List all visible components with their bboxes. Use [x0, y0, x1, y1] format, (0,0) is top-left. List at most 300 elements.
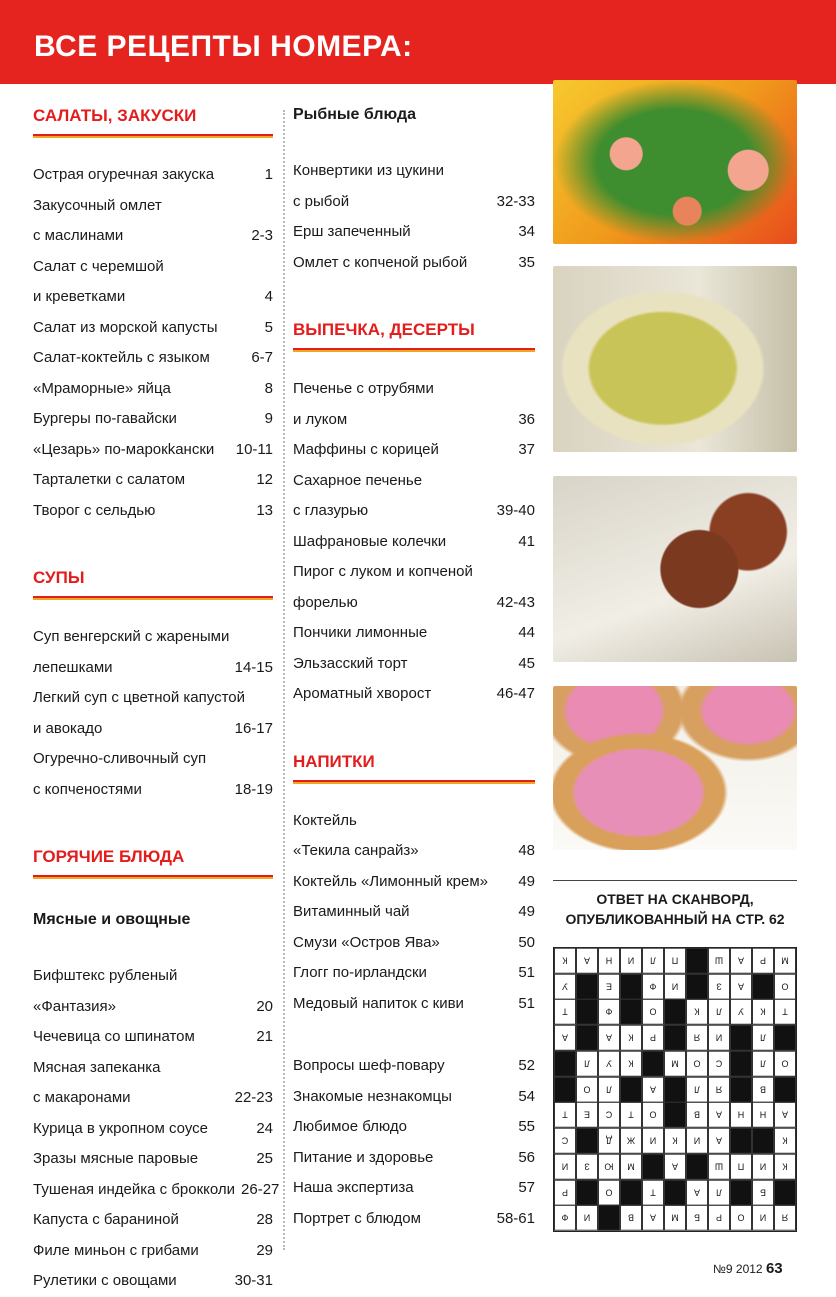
- recipe-entry: [33, 1053, 273, 1084]
- recipe-entry: [33, 313, 273, 344]
- grid-block-cell: [576, 1180, 598, 1206]
- recipe-name: Шафрановые колечки: [293, 532, 447, 550]
- grid-letter-cell: О: [598, 1180, 620, 1206]
- grid-letter-cell: Ю: [598, 1154, 620, 1180]
- recipe-name: Коктейль: [293, 811, 357, 829]
- grid-letter-cell: О: [686, 1051, 708, 1077]
- grid-block-cell: [664, 1077, 686, 1103]
- recipe-entry: [33, 465, 273, 496]
- grid-letter-cell: У: [730, 999, 752, 1025]
- section-title: САЛАТЫ, ЗАКУСКИ: [33, 106, 197, 125]
- recipe-list-baking: [293, 374, 535, 710]
- grid-block-cell: [686, 974, 708, 1000]
- recipe-entry: [293, 836, 535, 867]
- grid-block-cell: [664, 1102, 686, 1128]
- grid-letter-cell: Ш: [708, 1154, 730, 1180]
- grid-letter-cell: Л: [686, 1077, 708, 1103]
- recipe-page: 46-47: [496, 685, 535, 702]
- section-header-soups: [33, 558, 273, 600]
- grid-block-cell: [620, 1180, 642, 1206]
- grid-letter-cell: Д: [598, 1128, 620, 1154]
- grid-letter-cell: А: [708, 1102, 730, 1128]
- grid-letter-cell: Л: [642, 948, 664, 974]
- recipe-name: Пирог с луком и копченой: [293, 563, 473, 580]
- recipe-entry: [33, 1175, 280, 1206]
- recipe-list-hot: [33, 961, 280, 1297]
- recipe-entry: [293, 466, 535, 497]
- grid-block-cell: [730, 1180, 752, 1206]
- recipe-entry: [293, 374, 535, 405]
- grid-letter-cell: К: [664, 1128, 686, 1154]
- recipe-page: 37: [518, 441, 535, 458]
- section-title: ГОРЯЧИЕ БЛЮДА: [33, 847, 185, 866]
- section-header-hot: [33, 837, 273, 879]
- recipe-page: 55: [518, 1118, 535, 1135]
- recipe-list-rubrics: [293, 1051, 535, 1234]
- soup-photo: [553, 266, 797, 452]
- recipe-entry: [33, 404, 273, 435]
- grid-letter-cell: Ф: [642, 974, 664, 1000]
- section-title: ВЫПЕЧКА, ДЕСЕРТЫ: [293, 320, 475, 339]
- recipe-name: Салат-коктейль с языком: [33, 349, 210, 366]
- recipe-page: 34: [518, 223, 535, 240]
- grid-letter-cell: К: [774, 1154, 796, 1180]
- grid-letter-cell: Т: [774, 999, 796, 1025]
- recipe-entry: [293, 679, 535, 710]
- grid-letter-cell: М: [664, 1205, 686, 1231]
- recipe-name: Суп венгерский с жареными: [33, 628, 230, 645]
- left-column: [33, 96, 280, 1297]
- recipe-page: 41: [518, 532, 535, 550]
- section-header-drinks: [293, 742, 535, 784]
- grid-block-cell: [686, 1154, 708, 1180]
- grid-block-cell: [664, 1025, 686, 1051]
- recipe-page: 58-61: [496, 1209, 535, 1227]
- recipe-page: 21: [256, 1028, 273, 1045]
- grid-block-cell: [730, 1077, 752, 1103]
- grid-block-cell: [642, 1154, 664, 1180]
- grid-letter-cell: Т: [554, 999, 576, 1025]
- grid-letter-cell: Р: [708, 1205, 730, 1231]
- grid-letter-cell: О: [642, 999, 664, 1025]
- recipe-page: 5: [264, 318, 273, 336]
- recipe-name: Огуречно-сливочный суп: [33, 750, 207, 767]
- grid-letter-cell: И: [708, 1025, 730, 1051]
- recipe-name: Салат из морской капусты: [33, 318, 218, 336]
- recipe-name: и луком: [293, 410, 348, 428]
- recipe-page: 22-23: [234, 1089, 273, 1106]
- recipe-name: Сахарное печенье: [293, 471, 423, 489]
- section-underline: [33, 134, 273, 138]
- recipe-name: Глогг по-ирландски: [293, 964, 427, 981]
- grid-block-cell: [620, 974, 642, 1000]
- recipe-name: Питание и здоровье: [293, 1148, 434, 1166]
- recipe-entry: [293, 156, 535, 187]
- grid-letter-cell: О: [774, 1051, 796, 1077]
- grid-letter-cell: А: [708, 1128, 730, 1154]
- grid-letter-cell: С: [554, 1128, 576, 1154]
- grid-letter-cell: З: [708, 974, 730, 1000]
- grid-letter-cell: А: [642, 1077, 664, 1103]
- section-header-baking: [293, 310, 535, 352]
- grid-letter-cell: Н: [730, 1102, 752, 1128]
- recipe-page: 16-17: [234, 719, 273, 737]
- recipe-entry: [33, 282, 273, 313]
- grid-block-cell: [752, 1128, 774, 1154]
- recipe-name: Мясная запеканка: [33, 1058, 161, 1076]
- grid-letter-cell: Р: [642, 1025, 664, 1051]
- recipe-page: 36: [518, 410, 535, 428]
- recipe-page: 24: [256, 1119, 273, 1137]
- grid-block-cell: [774, 1077, 796, 1103]
- recipe-entry: [33, 992, 273, 1023]
- recipe-entry: [33, 435, 273, 466]
- grid-letter-cell: Л: [708, 1180, 730, 1206]
- recipe-name: Конвертики из цукини: [293, 162, 444, 179]
- answer-heading: [553, 889, 797, 929]
- recipe-page: 52: [518, 1057, 535, 1074]
- recipe-entry: [293, 1112, 535, 1143]
- recipe-name: и авокадо: [33, 719, 103, 737]
- grid-letter-cell: К: [620, 1051, 642, 1077]
- grid-letter-cell: И: [620, 948, 642, 974]
- grid-letter-cell: К: [620, 1025, 642, 1051]
- recipe-page: 18-19: [234, 780, 273, 798]
- recipe-entry: [293, 897, 535, 928]
- recipe-entry: [33, 683, 273, 714]
- recipe-page: 8: [264, 379, 273, 397]
- recipe-name: Пончики лимонные: [293, 624, 428, 641]
- recipe-entry: [33, 221, 273, 252]
- grid-letter-cell: И: [752, 1205, 774, 1231]
- banner-perforated-edge: [0, 78, 560, 90]
- grid-letter-cell: И: [752, 1154, 774, 1180]
- grid-letter-cell: Я: [686, 1025, 708, 1051]
- recipe-entry: [293, 1143, 535, 1174]
- grid-letter-cell: А: [686, 1180, 708, 1206]
- grid-letter-cell: О: [576, 1077, 598, 1103]
- grid-letter-cell: И: [576, 1205, 598, 1231]
- meat-rolls-photo: [553, 476, 797, 662]
- recipe-entry: [33, 160, 273, 191]
- grid-block-cell: [576, 974, 598, 1000]
- recipe-name: Витаминный чай: [293, 903, 410, 920]
- recipe-page: 49: [518, 903, 535, 920]
- recipe-page: 30-31: [234, 1272, 273, 1289]
- recipe-entry: [293, 1051, 535, 1082]
- recipe-name: Рулетики с овощами: [33, 1272, 177, 1289]
- recipe-entry: [33, 1022, 273, 1053]
- recipe-entry: [293, 557, 535, 588]
- recipe-page: 49: [518, 872, 535, 890]
- grid-letter-cell: Ф: [554, 1205, 576, 1231]
- page-number: 63: [765, 1260, 783, 1277]
- grid-letter-cell: Е: [598, 974, 620, 1000]
- grid-letter-cell: Л: [752, 1051, 774, 1077]
- grid-letter-cell: А: [730, 948, 752, 974]
- recipe-page: 54: [518, 1087, 535, 1105]
- section-underline: [293, 348, 535, 352]
- recipe-entry: [33, 714, 273, 745]
- grid-letter-cell: К: [686, 999, 708, 1025]
- recipe-page: 28: [256, 1211, 273, 1228]
- grid-letter-cell: М: [620, 1154, 642, 1180]
- grid-block-cell: [752, 974, 774, 1000]
- recipe-entry: [293, 867, 535, 898]
- recipe-name: Маффины с корицей: [293, 441, 439, 458]
- right-column: [293, 96, 535, 1234]
- grid-letter-cell: Т: [620, 1102, 642, 1128]
- recipe-entry: [33, 1205, 273, 1236]
- recipe-entry: [293, 588, 535, 619]
- recipe-name: Эльзасский торт: [293, 654, 408, 672]
- recipe-page: 39-40: [496, 502, 535, 519]
- grid-letter-cell: О: [730, 1205, 752, 1231]
- recipe-entry: [293, 989, 535, 1020]
- grid-block-cell: [730, 1051, 752, 1077]
- grid-letter-cell: А: [642, 1205, 664, 1231]
- recipe-name: Печенье с отрубями: [293, 380, 434, 397]
- grid-letter-cell: В: [686, 1102, 708, 1128]
- answer-heading-line2: ОПУБЛИКОВАННЫЙ НА СТР. 62: [565, 911, 785, 927]
- grid-letter-cell: Ф: [598, 999, 620, 1025]
- recipe-entry: [33, 496, 273, 527]
- page-footer: [713, 1260, 783, 1277]
- recipe-name: Медовый напиток с киви: [293, 994, 464, 1012]
- grid-block-cell: [664, 999, 686, 1025]
- grid-block-cell: [686, 948, 708, 974]
- recipe-name: с макаронами: [33, 1089, 131, 1106]
- grid-block-cell: [730, 1025, 752, 1051]
- grid-letter-cell: И: [664, 974, 686, 1000]
- recipe-name: и креветками: [33, 288, 126, 305]
- grid-letter-cell: Я: [708, 1077, 730, 1103]
- grid-letter-cell: А: [774, 1102, 796, 1128]
- section-header-salads: [33, 96, 273, 138]
- recipe-name: Коктейль «Лимонный крем»: [293, 872, 488, 890]
- grid-block-cell: [554, 1051, 576, 1077]
- grid-letter-cell: К: [752, 999, 774, 1025]
- grid-letter-cell: Т: [554, 1102, 576, 1128]
- recipe-name: «Текила санрайз»: [293, 842, 419, 859]
- recipe-entry: [293, 1204, 535, 1235]
- recipe-page: 35: [518, 253, 535, 271]
- recipe-page: 10-11: [235, 440, 273, 458]
- recipe-name: Легкий суп с цветной капустой: [33, 689, 245, 706]
- recipe-entry: [33, 1144, 273, 1175]
- grid-letter-cell: У: [554, 974, 576, 1000]
- grid-block-cell: [554, 1077, 576, 1103]
- recipe-name: Портрет с блюдом: [293, 1209, 421, 1227]
- recipe-name: Ароматный хворост: [293, 685, 432, 702]
- grid-block-cell: [598, 1205, 620, 1231]
- recipe-name: «Фантазия»: [33, 997, 116, 1015]
- recipe-page: 4: [264, 288, 273, 305]
- recipe-name: Зразы мясные паровые: [33, 1150, 199, 1167]
- subsection-title: Мясные и овощные: [33, 911, 191, 928]
- recipe-page: 50: [518, 933, 535, 951]
- recipe-name: Закусочный омлет: [33, 196, 162, 214]
- recipe-list-drinks: [293, 806, 535, 1020]
- grid-letter-cell: М: [664, 1051, 686, 1077]
- grid-block-cell: [730, 1128, 752, 1154]
- grid-letter-cell: П: [664, 948, 686, 974]
- recipe-entry: [33, 374, 273, 405]
- grid-letter-cell: В: [752, 1077, 774, 1103]
- recipe-name: Смузи «Остров Ява»: [293, 933, 440, 951]
- recipe-entry: [293, 1082, 535, 1113]
- grid-letter-cell: Н: [598, 948, 620, 974]
- recipe-entry: [293, 217, 535, 248]
- recipe-entry: [33, 252, 273, 283]
- recipe-name: Бургеры по-гавайски: [33, 410, 177, 427]
- recipe-entry: [33, 744, 273, 775]
- recipe-name: «Мраморные» яйца: [33, 379, 171, 397]
- grid-block-cell: [576, 999, 598, 1025]
- recipe-name: Омлет с копченой рыбой: [293, 253, 468, 271]
- grid-letter-cell: А: [598, 1025, 620, 1051]
- grid-letter-cell: Н: [752, 1102, 774, 1128]
- recipe-list-soups: [33, 622, 273, 805]
- grid-letter-cell: У: [598, 1051, 620, 1077]
- recipe-page: 45: [518, 654, 535, 672]
- recipe-name: с копченостями: [33, 780, 142, 798]
- recipe-page: 44: [518, 624, 535, 641]
- recipe-page: 9: [264, 410, 273, 427]
- recipe-name: Курица в укропном соусе: [33, 1119, 209, 1137]
- grid-letter-cell: Л: [598, 1077, 620, 1103]
- recipe-name: Салат с черемшой: [33, 257, 164, 275]
- salad-photo: [553, 80, 797, 244]
- issue-year: 2012: [735, 1262, 763, 1276]
- section-underline: [293, 780, 535, 784]
- recipe-page: 51: [518, 964, 535, 981]
- grid-letter-cell: Р: [554, 1180, 576, 1206]
- grid-block-cell: [576, 1025, 598, 1051]
- recipe-page: 32-33: [496, 192, 535, 210]
- recipe-list-salads: [33, 160, 273, 526]
- recipe-name: Бифштекс рубленый: [33, 967, 178, 984]
- grid-letter-cell: А: [576, 948, 598, 974]
- section-underline: [33, 596, 273, 600]
- recipe-name: с глазурью: [293, 502, 369, 519]
- grid-letter-cell: К: [774, 1128, 796, 1154]
- grid-letter-cell: А: [554, 1025, 576, 1051]
- grid-letter-cell: Б: [686, 1205, 708, 1231]
- column-divider: [283, 110, 285, 1250]
- recipe-name: Знакомые незнакомцы: [293, 1087, 452, 1105]
- recipe-page: 56: [518, 1148, 535, 1166]
- recipe-entry: [33, 1266, 273, 1297]
- recipe-entry: [33, 191, 273, 222]
- recipe-name: Капуста с бараниной: [33, 1211, 179, 1228]
- crossword-answer-grid: [553, 947, 797, 1232]
- recipe-name: Чечевица со шпинатом: [33, 1028, 195, 1045]
- recipe-entry: [33, 775, 273, 806]
- recipe-name: с рыбой: [293, 192, 350, 210]
- recipe-page: 29: [256, 1241, 273, 1259]
- recipe-name: Наша экспертиза: [293, 1179, 414, 1196]
- grid-letter-cell: О: [774, 974, 796, 1000]
- recipe-entry: [33, 653, 273, 684]
- recipe-page: 51: [518, 994, 535, 1012]
- grid-letter-cell: Т: [642, 1180, 664, 1206]
- recipe-name: форелью: [293, 593, 358, 611]
- grid-letter-cell: Ш: [708, 948, 730, 974]
- recipe-entry: [33, 343, 273, 374]
- grid-letter-cell: Я: [774, 1205, 796, 1231]
- grid-block-cell: [576, 1128, 598, 1154]
- recipe-entry: [293, 928, 535, 959]
- grid-letter-cell: А: [664, 1154, 686, 1180]
- grid-letter-cell: В: [620, 1205, 642, 1231]
- recipe-list-fish: [293, 156, 535, 278]
- grid-letter-cell: Б: [752, 1180, 774, 1206]
- recipe-entry: [33, 961, 273, 992]
- recipe-entry: [293, 187, 535, 218]
- recipe-entry: [33, 1114, 273, 1145]
- recipe-entry: [293, 618, 535, 649]
- answer-heading-line1: ОТВЕТ НА СКАНВОРД,: [596, 891, 754, 907]
- subsection-title: Рыбные блюда: [293, 106, 417, 123]
- recipe-entry: [293, 496, 535, 527]
- issue-number: №9: [713, 1262, 733, 1276]
- grid-letter-cell: С: [598, 1102, 620, 1128]
- section-underline: [33, 875, 273, 879]
- grid-block-cell: [620, 999, 642, 1025]
- recipe-page: 6-7: [251, 349, 273, 366]
- page-title: ВСЕ РЕЦЕПТЫ НОМЕРА:: [34, 30, 413, 63]
- recipe-page: 12: [256, 471, 273, 488]
- section-title: НАПИТКИ: [293, 751, 375, 771]
- grid-letter-cell: Ж: [620, 1128, 642, 1154]
- grid-letter-cell: К: [554, 948, 576, 974]
- recipe-entry: [293, 435, 535, 466]
- recipe-entry: [293, 248, 535, 279]
- grid-block-cell: [774, 1025, 796, 1051]
- grid-letter-cell: А: [730, 974, 752, 1000]
- recipe-entry: [293, 958, 535, 989]
- recipe-page: 20: [256, 997, 273, 1015]
- recipe-page: 1: [264, 166, 273, 183]
- recipe-name: лепешками: [33, 658, 113, 676]
- recipe-page: 13: [256, 501, 273, 519]
- recipe-entry: [33, 622, 273, 653]
- grid-block-cell: [774, 1180, 796, 1206]
- recipe-page: 42-43: [496, 593, 535, 611]
- grid-letter-cell: С: [708, 1051, 730, 1077]
- grid-letter-cell: П: [730, 1154, 752, 1180]
- grid-letter-cell: З: [576, 1154, 598, 1180]
- recipe-name: Острая огуречная закуска: [33, 166, 215, 183]
- recipe-name: «Цезарь» по-марокkански: [33, 440, 215, 458]
- recipe-entry: [293, 806, 535, 837]
- section-title: СУПЫ: [33, 568, 85, 587]
- grid-block-cell: [620, 1077, 642, 1103]
- recipe-name: Любимое блюдо: [293, 1118, 407, 1135]
- grid-letter-cell: Р: [752, 948, 774, 974]
- recipe-page: 25: [256, 1150, 273, 1167]
- grid-letter-cell: Л: [752, 1025, 774, 1051]
- grid-letter-cell: И: [686, 1128, 708, 1154]
- grid-letter-cell: О: [642, 1102, 664, 1128]
- recipe-page: 48: [518, 842, 535, 859]
- grid-letter-cell: Л: [708, 999, 730, 1025]
- recipe-name: с маслинами: [33, 227, 124, 244]
- cookies-photo: [553, 686, 797, 850]
- grid-letter-cell: И: [642, 1128, 664, 1154]
- recipe-page: 14-15: [234, 658, 273, 676]
